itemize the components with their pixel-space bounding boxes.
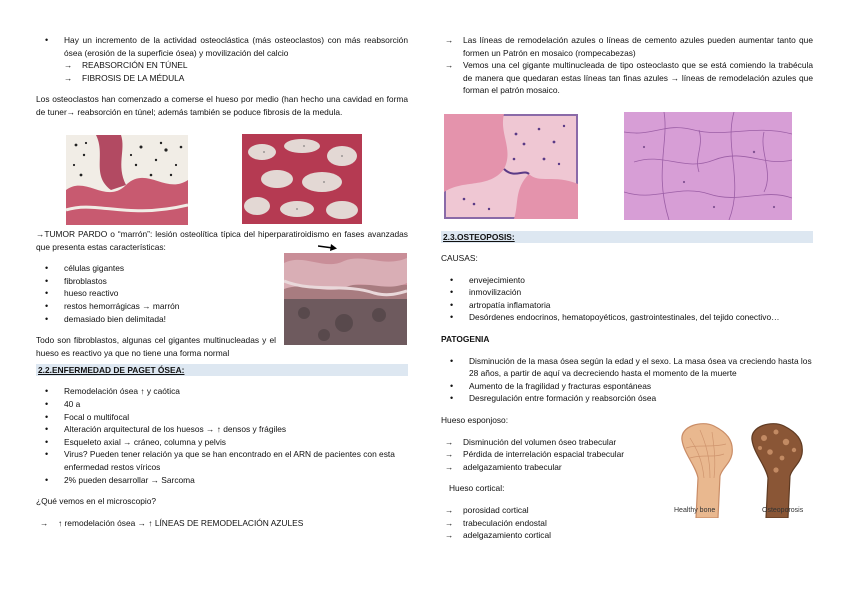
osteoclast-paragraph: Los osteoclastos han comenzado a comerse el hueso por medio (han hecho una cavidad en forma de tuner→ reabsorción en túnel; además también se poduce fibrosis de la medula. bbox=[36, 94, 408, 117]
intro-bullet: • Hay un incremento de la actividad osteoclástica (más osteoclastos) con más reabsorción ósea (erosión de la superficie ósea) y movilización del calcio bbox=[36, 34, 408, 59]
intro-sub-item: → REABSORCIÓN EN TÚNEL bbox=[36, 59, 408, 72]
arrow-icon bbox=[318, 242, 338, 252]
microscope-question: ¿Qué vemos en el microscopio? bbox=[36, 496, 157, 507]
tumor-item: • restos hemorrágicas → marrón bbox=[36, 300, 408, 313]
cause-item: • Desórdenes endocrinos, hematopoyéticos, gastrointestinales, del tejido conectivo… bbox=[441, 311, 813, 324]
paget-item: • Remodelación ósea ↑ y caótica bbox=[36, 385, 408, 398]
tumor-item: • demasiado bien delimitada! bbox=[36, 313, 408, 326]
pathogenesis-label: PATOGENIA bbox=[441, 333, 490, 344]
cortical-item: → adelgazamiento cortical bbox=[441, 529, 813, 542]
histology-image-brown-tumor bbox=[284, 253, 407, 345]
healthy-bone-caption: Healthy bone bbox=[674, 507, 716, 514]
cortical-label: Hueso cortical: bbox=[449, 483, 505, 494]
tumor-item: • células gigantes bbox=[36, 262, 408, 275]
cause-item: • inmovilización bbox=[441, 286, 813, 299]
right-arrow-item: → Las líneas de remodelación azules o líneas de cemento azules pueden aumentar tanto que formen un Patrón en mosaico (rompecabezas) bbox=[441, 34, 813, 59]
histology-image-mosaic-pattern bbox=[624, 112, 792, 220]
paget-item: • Esqueleto axial → cráneo, columna y pelvis bbox=[36, 436, 408, 449]
paget-item: • 2% pueden desarrollar → Sarcoma bbox=[36, 474, 408, 487]
spongy-label: Hueso esponjoso: bbox=[441, 414, 509, 425]
left-column bbox=[36, 34, 408, 119]
pathogenesis-item: • Disminución de la masa ósea según la edad y el sexo. La masa ósea va creciendo hasta los 28 años, a partir de aquí va decreciendo hasta el momento de la muerte bbox=[441, 355, 813, 380]
cause-item: • artropatía inflamatoria bbox=[441, 299, 813, 312]
paget-item: • Alteración arquitectural de los huesos → ↑ densos y frágiles bbox=[36, 423, 408, 436]
osteoporosis-bone-illustration bbox=[742, 418, 818, 518]
microscope-answer: → ↑ remodelación ósea → ↑ LÍNEAS DE REMODELACIÓN AZULES bbox=[36, 517, 408, 530]
cortical-item: → porosidad cortical bbox=[441, 504, 813, 517]
intro-sub-item: → FIBROSIS DE LA MÉDULA bbox=[36, 72, 408, 85]
spongy-item: → Pérdida de interrelación espacial trabecular bbox=[441, 448, 813, 461]
causes-label: CAUSAS: bbox=[441, 253, 478, 263]
tumor-paragraph: →TUMOR PARDO o “marrón”: lesión osteolítica típica del hiperparatiroidismo en fases avanzadas que presenta estas características: bbox=[36, 229, 408, 252]
tumor-summary: Todo son fibroblastos, algunas cel gigantes multinucleadas y el hueso es reactivo ya que no tiene una forma normal bbox=[36, 335, 276, 358]
paget-item: • 40 a bbox=[36, 398, 408, 411]
histology-image-tunnel-resorption bbox=[242, 134, 362, 224]
osteoporosis-heading: 2.3.OSTEOPOSIS: bbox=[441, 231, 813, 243]
right-arrow-item: → Vemos una cel gigante multinucleada de tipo osteoclasto que se está comiendo la trabécula de manera que quedaran estas líneas tan finas azules → líneas de remodelación azules que forman el patrón mosaico. bbox=[441, 59, 813, 97]
spongy-item: → Disminución del volumen óseo trabecular bbox=[441, 436, 813, 449]
histology-image-osteoclast bbox=[66, 135, 188, 225]
paget-item: • Focal o multifocal bbox=[36, 411, 408, 424]
paget-heading: 2.2.ENFERMEDAD DE PAGET ÓSEA: bbox=[36, 364, 408, 376]
histology-image-multinucleated-cell bbox=[444, 114, 578, 219]
cortical-item: → trabeculación endostal bbox=[441, 517, 813, 530]
osteoporosis-caption: Osteoporosis bbox=[762, 507, 804, 514]
tumor-item: • hueso reactivo bbox=[36, 287, 408, 300]
pathogenesis-item: • Aumento de la fragilidad y fracturas espontáneas bbox=[441, 380, 813, 393]
cause-item: • envejecimiento bbox=[441, 274, 813, 287]
pathogenesis-item: • Desregulación entre formación y reabsorción ósea bbox=[441, 392, 813, 405]
healthy-bone-illustration bbox=[672, 418, 746, 518]
paget-item: • Virus? Pueden tener relación ya que se han encontrado en el ARN de pacientes con esta enfermedad restos víricos bbox=[36, 448, 408, 473]
tumor-item: • fibroblastos bbox=[36, 275, 408, 288]
spongy-item: → adelgazamiento trabecular bbox=[441, 461, 813, 474]
right-column bbox=[441, 34, 813, 97]
